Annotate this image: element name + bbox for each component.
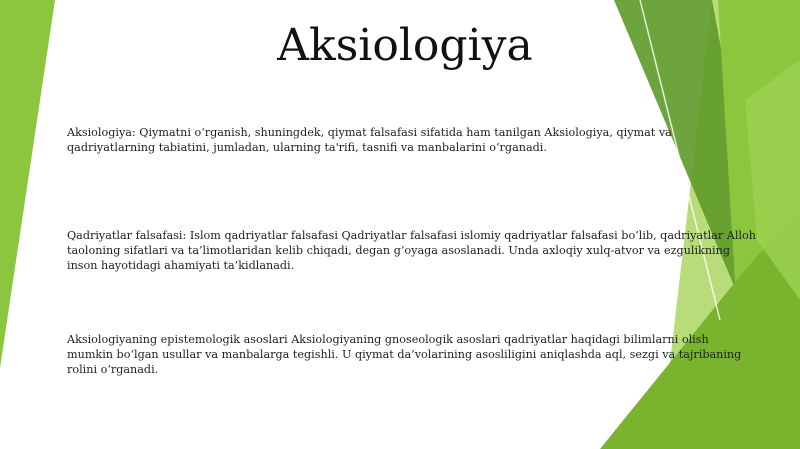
paragraph-qadriyatlar-falsafasi: Qadriyatlar falsafasi: Islom qadriyatlar falsafasi Qadriyatlar falsafasi islomiy qadriyatlar falsafasi bo‘lib, qadriyatlar Alloh taoloning sifatlari va ta’limotlaridan kelib chiqadi, degan g‘oyaga asoslanadi. Unda axloqiy xulq-atvor va ezgulikning inson hayotidagi ahamiyati ta’kidlanadi. <box>67 229 756 272</box>
paragraph-aksiologiya: Aksiologiya: Qiymatni o‘rganish, shuningdek, qiymat falsafasi sifatida ham tanilgan Aksiologiya, qiymat va qadriyatlarning tabiatini, jumladan, ularning ta'rifi, tasnifi va manbalarini o‘rganadi. <box>67 126 672 154</box>
slide-title: Aksiologiya <box>277 20 533 71</box>
paragraph-epistemologik-asoslar: Aksiologiyaning epistemologik asoslari Aksiologiyaning gnoseologik asoslari qadriyatlar haqidagi bilimlarni olish mumkin bo‘lgan usullar va manbalarga tegishli. U qiymat da’volarining asosliligini aniqlashda aql, sezgi va tajribaning rolini o‘rganadi. <box>67 333 742 376</box>
left-green-strip <box>0 0 55 368</box>
